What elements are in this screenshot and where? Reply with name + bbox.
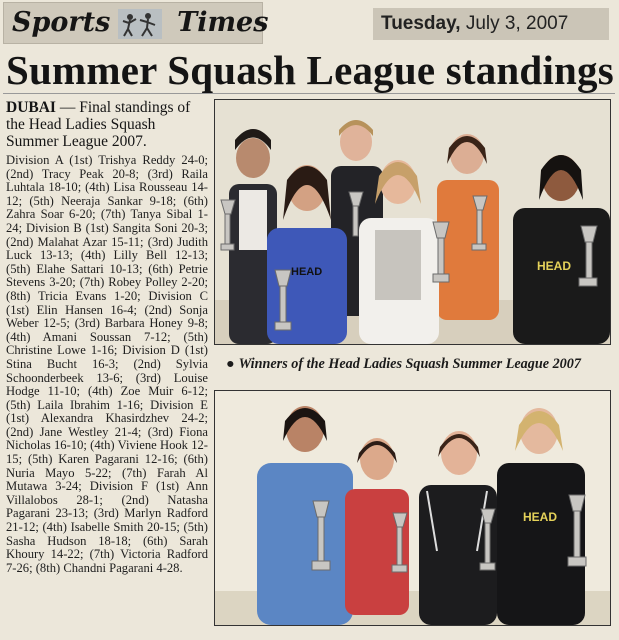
divider <box>3 93 615 94</box>
dateline: DUBAI <box>6 99 56 116</box>
masthead <box>3 2 269 44</box>
caption-bullet-icon: ● <box>226 356 235 372</box>
standings-text: Division A (1st) Trishya Reddy 24-0; (2nd) Tracy Peak 20-8; (3rd) Raila Luhtala 18-10; (4th) Lisa Rousseau 14-12; (5th) Neeraja Sankar 9-18; (6th) Zahra Soar 6-20; (7th) Tanya Sibal 1-24; Division B (1st) Sangita Soni 20-3; (2nd) Malahat Azar 15-11; (3rd) Judith Luck 13-13; (4th) Lilly Bell 12-13; (5th) Elahe Sattari 10-13; (6th) Petrie Stevens 3-20; (7th) Robey Polley 2-20; (8th) Tricia Evans 1-20; Division C (1st) Elin Hansen 16-4; (2nd) Sonja Weber 12-5; (3rd) Barbara Honey 9-8; (4th) Amani Soussan 7-12; (5th) Christine Lowe 1-16; Division D (1st) Stina Bucht 16-3; (2nd) Sylvia Schoonderbeek 13-6; (3rd) Louise Hodge 11-10; (4th) Zoe Muir 6-12; (5th) Laila Ibrahim 1-16; Division E (1st) Alexandra Khasirdzhev 24-2; (2nd) Jane Westley 21-4; (3rd) Fiona Nicholas 16-10; (4th) Viviene Hook 12-15; (5th) Karen Pagarani 12-16; (6th) Nuria Mayo 5-22; (7th) Farah Al Mutawa 3-24; Division F (1st) Ann Villalobos 28-1; (2nd) Natasha Pagarani 23-13; (3rd) Marlyn Radford 21-12; (4th) Isabelle Smith 20-15; (5th) Sasha Hudson 18-18; (6th) Sarah Khoury 14-22; (7th) Victoria Radford 7-26; (8th) Chandni Pagarani 4-28. <box>6 153 208 575</box>
winners-photo-bottom-image <box>215 391 610 625</box>
issue-date <box>381 13 568 35</box>
masthead-word-times: Times <box>177 7 269 38</box>
caption-text: Winners of the Head Ladies Squash Summer League 2007 <box>238 356 581 372</box>
issue-date-value: July 3, 2007 <box>465 13 569 34</box>
lead-text: — Final standings of the Head Ladies Squash Summer League 2007. <box>6 99 191 150</box>
head-shirt-logo: HEAD <box>537 259 572 273</box>
head-shirt-logo: HEAD <box>523 510 558 524</box>
sports-figures-logo-icon <box>118 9 162 39</box>
masthead-word-sports: Sports <box>12 7 111 38</box>
winners-photo-top-image <box>215 100 610 344</box>
winners-photo-bottom <box>214 390 611 626</box>
head-shirt-logo: HEAD <box>291 266 323 278</box>
winners-photo-top <box>214 99 611 345</box>
headline: Summer Squash League standings <box>6 47 614 93</box>
article-lead <box>6 99 208 150</box>
issue-day: Tuesday, <box>381 13 461 34</box>
issue-date-box <box>373 8 609 40</box>
photo-caption <box>226 356 612 373</box>
